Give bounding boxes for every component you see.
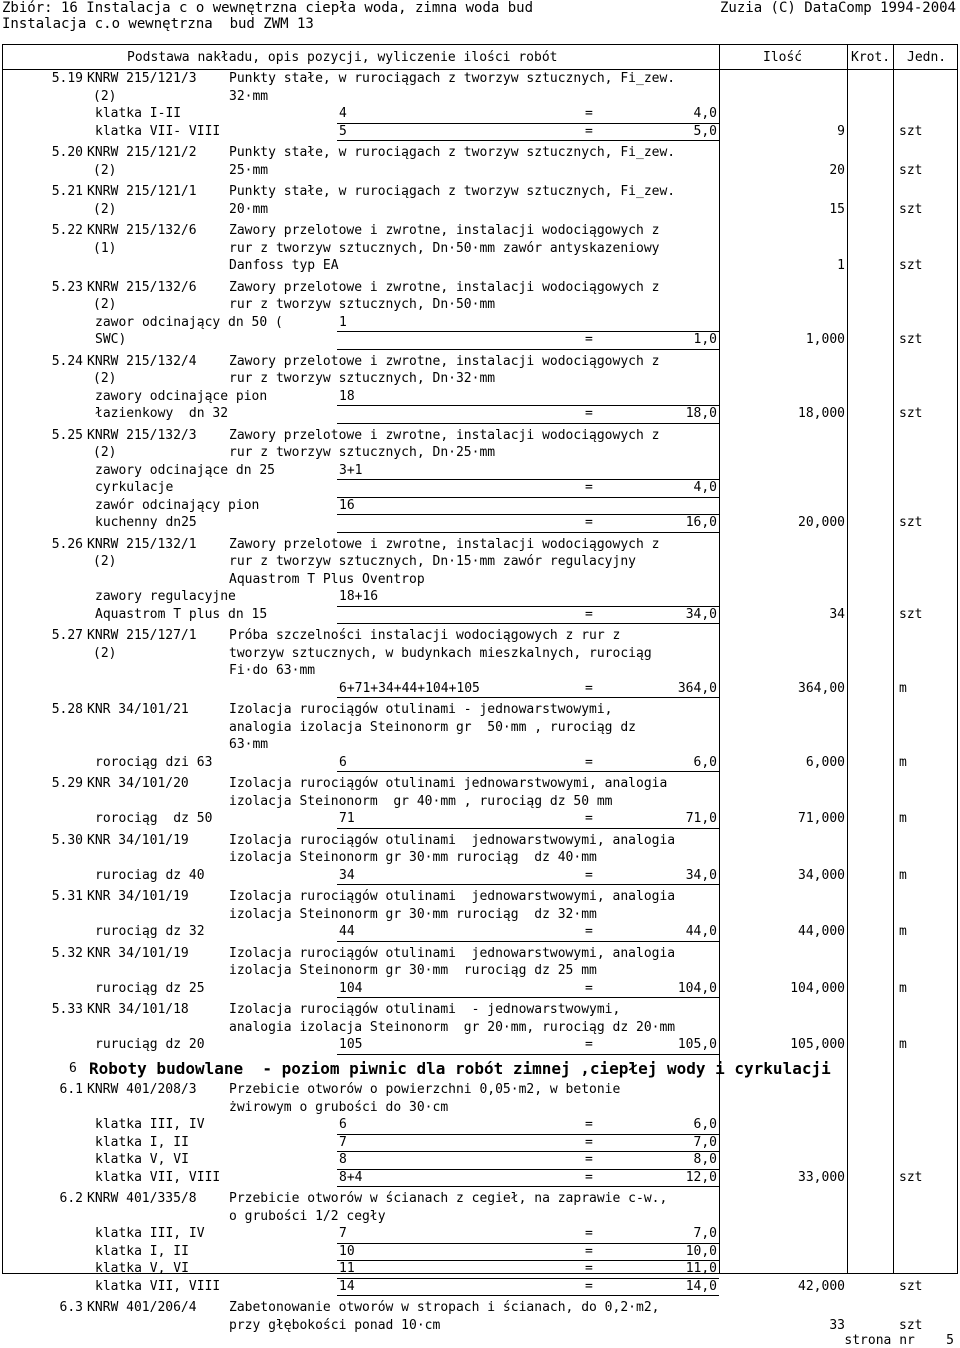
unit: szt [899,1278,923,1294]
calc-label: rurociąg dz 25 [95,980,205,996]
calc-label: SWC) [95,332,127,347]
position-code: KNRW 215/121/1 [87,184,197,199]
position-description: o grubości 1/2 cegły [229,1208,386,1224]
position-description: rur z tworzyw sztucznych, Dn·15·mm zawór regulacyjny [229,554,636,569]
calc-equals: = [585,1037,593,1052]
calc-underline [337,423,719,424]
quantity: 33 [829,1317,845,1333]
position-description: Zawory przelotowe i zwrotne, instalacji wodociągowych z [229,353,660,369]
position-code: KNRW 215/132/6 [87,279,197,295]
quantity: 9 [837,123,845,139]
position-code: KNR 34/101/20 [87,776,189,791]
calc-label: klatka VII- VIII [95,123,221,139]
position-description: rur z tworzyw sztucznych, Dn·32·mm [229,371,496,386]
calc-expression: 10 [339,1243,355,1259]
unit: szt [899,1317,923,1333]
position-sub: (2) [93,201,117,217]
calc-label: Aquastrom T plus dn 15 [95,606,268,622]
calc-equals: = [585,754,593,770]
calc-value: 8,0 [693,1152,717,1167]
calc-value: 16,0 [685,515,717,530]
position-number: 5.20 [51,145,83,160]
calc-label: klatka III, IV [95,1226,205,1241]
calc-expression: 71 [339,811,355,826]
calc-label: zawór odcinający pion [95,497,260,513]
calc-equals: = [585,332,593,347]
section-title: Roboty budowlane - poziom piwnic dla robót zimnej ,ciepłej wody i cyrkulacji [89,1058,831,1078]
quantity: 42,000 [798,1278,845,1294]
calc-underline [337,623,719,624]
calc-expression: 1 [339,314,347,330]
position-number: 5.28 [51,702,83,717]
calc-equals: = [585,1278,593,1294]
column-divider [847,45,848,1273]
calc-underline [337,1054,719,1055]
calc-label: klatka VII, VIII [95,1169,221,1185]
position-description: Zabetonowanie otworów w stropach i ścianach, do 0,2·m2, [229,1300,660,1315]
position-number: 5.33 [51,1002,83,1017]
position-sub: (2) [93,162,117,178]
calc-expression: 44 [339,924,355,939]
calc-label: rurociąg dz 32 [95,924,205,939]
unit: szt [899,123,923,139]
position-description: Izolacja rurociągów otulinami jednowarstwowymi, analogia [229,776,668,791]
calc-expression: 5 [339,123,347,139]
calc-expression: 8+4 [339,1169,363,1185]
calc-underline [337,349,719,350]
position-description: analogia izolacja Steinonorm gr 50·mm , rurociąg dz [229,719,636,735]
calc-expression: 14 [339,1278,355,1294]
calc-expression: 104 [339,980,363,996]
position-description: Punkty stałe, w rurociągach z tworzyw sztucznych, Fi_zew. [229,71,676,86]
calc-label: klatka V, VI [95,1152,189,1167]
calc-underline [337,1186,719,1187]
calc-label: klatka I, II [95,1134,189,1150]
calc-value: 6,0 [693,1117,717,1132]
position-description: izolacja Steinonorm gr 40·mm , rurociąg dz 50 mm [229,793,613,809]
position-code: KNRW 215/132/6 [87,223,197,238]
position-description: Danfoss typ EA [229,258,339,273]
quantity: 6,000 [805,754,845,770]
position-number: 5.24 [51,353,83,369]
calc-expression: 16 [339,497,355,513]
position-description: Punkty stałe, w rurociągach z tworzyw sztucznych, Fi_zew. [229,184,676,199]
position-number: 5.31 [51,889,83,904]
position-number: 5.22 [51,223,83,238]
position-number: 5.30 [51,832,83,848]
position-code: KNR 34/101/19 [87,832,189,848]
position-sub: (2) [93,645,117,661]
calc-value: 18,0 [685,406,717,421]
calc-equals: = [585,680,593,696]
calc-value: 7,0 [693,1226,717,1241]
calc-label: zawor odcinający dn 50 ( [95,314,283,330]
calc-expression: 7 [339,1134,347,1150]
calc-equals: = [585,867,593,883]
calc-label: zawory odcinające pion [95,388,268,404]
position-number: 6.3 [59,1300,83,1315]
calc-equals: = [585,924,593,939]
calc-underline [337,828,719,829]
position-description: rur z tworzyw sztucznych, Dn·50·mm [229,297,496,312]
calc-value: 71,0 [685,811,717,826]
calc-value: 4,0 [693,106,717,121]
position-number: 5.32 [51,945,83,961]
unit: szt [899,406,923,421]
header-collection: Zbiór: 16 Instalacja c o wewnętrzna ciepła woda, zimna woda bud [2,0,534,16]
position-number: 5.26 [51,536,83,552]
position-number: 5.23 [51,279,83,295]
calc-underline [337,997,719,998]
calc-value: 364,0 [677,680,717,696]
position-sub: (2) [93,445,117,460]
unit: m [899,811,907,826]
calc-underline [337,771,719,772]
calc-expression: 6 [339,754,347,770]
unit: szt [899,201,923,217]
position-description: przy głębokości ponad 10·cm [229,1317,441,1333]
calc-label: rorociąg dzi 63 [95,754,213,770]
calc-equals: = [585,980,593,996]
page-number: 5 [946,1333,954,1348]
unit: szt [899,332,923,347]
calc-expression: 7 [339,1226,347,1241]
position-description: Zawory przelotowe i zwrotne, instalacji wodociągowych z [229,427,660,443]
position-sub: (1) [93,240,117,256]
calc-equals: = [585,1243,593,1259]
calc-equals: = [585,811,593,826]
quantity: 1,000 [805,332,845,347]
position-code: KNRW 215/132/4 [87,353,197,369]
calc-equals: = [585,1152,593,1167]
quantity: 104,000 [790,980,845,996]
calc-value: 104,0 [677,980,717,996]
position-description: Zawory przelotowe i zwrotne, instalacji wodociągowych z [229,536,660,552]
position-sub: (2) [93,88,117,104]
quantity: 364,00 [798,680,845,696]
unit: m [899,1037,907,1052]
calc-expression: 18 [339,388,355,404]
calc-value: 7,0 [693,1134,717,1150]
position-number: 5.29 [51,776,83,791]
cost-table [2,44,958,1333]
calc-underline [337,140,719,141]
position-description: Zawory przelotowe i zwrotne, instalacji wodociągowych z [229,279,660,295]
calc-label: łazienkowy dn 32 [95,406,229,421]
calc-label: klatka VII, VIII [95,1278,221,1294]
quantity: 1 [837,258,845,273]
header-qty: Ilość [763,50,803,65]
calc-label: rurociag dz 40 [95,867,205,883]
unit: m [899,680,907,696]
calc-value: 10,0 [685,1243,717,1259]
unit: szt [899,258,923,273]
position-description: Izolacja rurociągów otulinami - jednowarstwowymi, [229,702,613,717]
calc-label: klatka I, II [95,1243,189,1259]
unit: m [899,924,907,939]
calc-value: 14,0 [685,1278,717,1294]
quantity: 15 [829,201,845,217]
calc-underline [337,884,719,885]
position-code: KNRW 215/132/3 [87,427,197,443]
position-description: Izolacja rurociągów otulinami - jednowarstwowymi, [229,1002,621,1017]
position-sub: (2) [93,371,117,386]
quantity: 18,000 [798,406,845,421]
unit: m [899,867,907,883]
position-code: KNRW 401/335/8 [87,1191,197,1206]
position-description: Zawory przelotowe i zwrotne, instalacji wodociągowych z [229,223,660,238]
position-code: KNRW 401/206/4 [87,1300,197,1315]
calc-equals: = [585,1226,593,1241]
calc-value: 4,0 [693,480,717,495]
position-description: 63·mm [229,737,269,752]
calc-expression: 8 [339,1152,347,1167]
header-document: Instalacja c.o wewnętrzna bud ZWM 13 [2,16,314,32]
calc-expression: 18+16 [339,589,379,604]
position-number: 6.1 [59,1082,83,1097]
position-description: izolacja Steinonorm gr 30·mm rurociąg dz 40·mm [229,850,597,865]
position-code: KNRW 215/127/1 [87,628,197,643]
calc-equals: = [585,480,593,495]
quantity: 71,000 [798,811,845,826]
calc-equals: = [585,606,593,622]
position-description: Izolacja rurociągów otulinami jednowarstwowymi, analogia [229,945,676,961]
unit: szt [899,515,923,530]
calc-underline [337,497,719,498]
position-description: analogia izolacja Steinonorm gr 20·mm, rurociąg dz 20·mm [229,1019,676,1035]
calc-label: klatka I-II [95,106,182,121]
calc-expression: 6 [339,1117,347,1132]
calc-label: klatka V, VI [95,1261,189,1276]
calc-equals: = [585,1134,593,1150]
position-code: KNR 34/101/19 [87,889,189,904]
calc-equals: = [585,406,593,421]
position-description: Punkty stałe, w rurociągach z tworzyw sztucznych, Fi_zew. [229,145,676,160]
header-divider [3,69,957,70]
position-number: 5.19 [51,71,83,86]
calc-expression: 105 [339,1037,363,1052]
unit: szt [899,606,923,622]
calc-equals: = [585,1169,593,1185]
position-description: 25·mm [229,162,269,178]
unit: m [899,754,907,770]
calc-label: cyrkulacje [95,480,174,495]
position-description: tworzyw sztucznych, w budynkach mieszkalnych, rurociąg [229,645,652,661]
column-divider [893,45,894,1273]
calc-equals: = [585,515,593,530]
calc-equals: = [585,106,593,121]
calc-label: zawory odcinające dn 25 [95,462,276,478]
position-number: 5.27 [51,628,83,643]
header-krot: Krot. [851,50,891,65]
quantity: 34,000 [798,867,845,883]
calc-expression: 4 [339,106,347,121]
quantity: 105,000 [790,1037,845,1052]
calc-expression: 3+1 [339,462,363,478]
calc-expression: 6+71+34+44+104+105 [339,680,480,696]
position-description: 20·mm [229,201,269,217]
position-description: izolacja Steinonorm gr 30·mm rurociąg dz 32·mm [229,906,597,922]
calc-equals: = [585,1117,593,1132]
calc-equals: = [585,1261,593,1276]
position-description: Izolacja rurociągów otulinami jednowarstwowymi, analogia [229,889,676,904]
header-unit: Jedn. [907,50,947,65]
calc-value: 44,0 [685,924,717,939]
position-number: 5.21 [51,184,83,199]
calc-equals: = [585,123,593,139]
position-description: żwirowym o grubości do 30·cm [229,1099,449,1115]
section-number: 6 [69,1060,77,1076]
position-code: KNRW 215/121/3 [87,71,197,86]
header-desc: Podstawa nakładu, opis pozycji, wyliczenie ilości robót [127,50,558,65]
calc-expression: 34 [339,867,355,883]
calc-underline [337,1295,719,1296]
calc-underline [337,941,719,942]
position-code: KNR 34/101/18 [87,1002,189,1017]
calc-value: 105,0 [677,1037,717,1052]
position-sub: (2) [93,297,117,312]
position-code: KNR 34/101/19 [87,945,189,961]
unit: m [899,980,907,996]
position-sub: (2) [93,554,117,569]
unit: szt [899,1169,923,1185]
position-number: 6.2 [59,1191,83,1206]
position-code: KNRW 215/132/1 [87,536,197,552]
calc-label: rorociąg dz 50 [95,811,213,826]
header-software: Zuzia (C) DataComp 1994-2004 [719,0,956,16]
quantity: 34 [829,606,845,622]
position-code: KNR 34/101/21 [87,702,189,717]
position-description: Fi·do 63·mm [229,663,316,678]
footer-label: strona nr [844,1333,915,1348]
quantity: 33,000 [798,1169,845,1185]
calc-value: 34,0 [685,606,717,622]
position-description: rur z tworzyw sztucznych, Dn·25·mm [229,445,496,460]
position-description: Aquastrom T Plus Oventrop [229,571,425,587]
calc-value: 5,0 [693,123,717,139]
unit: szt [899,162,923,178]
position-description: rur z tworzyw sztucznych, Dn·50·mm zawór antyskazeniowy [229,240,660,256]
calc-label: zawory regulacyjne [95,589,236,604]
quantity: 20,000 [798,515,845,530]
position-description: Przebicie otworów o powierzchni 0,05·m2, w betonie [229,1082,621,1097]
calc-underline [337,532,719,533]
calc-value: 34,0 [685,867,717,883]
calc-label: klatka III, IV [95,1117,205,1132]
calc-label: ruruciąg dz 20 [95,1037,205,1052]
calc-value: 6,0 [693,754,717,770]
position-number: 5.25 [51,427,83,443]
calc-expression: 11 [339,1261,355,1276]
calc-underline [337,697,719,698]
calc-value: 11,0 [685,1261,717,1276]
position-description: Przebicie otworów w ścianach z cegieł, na zaprawie c-w., [229,1191,668,1206]
position-description: Próba szczelności instalacji wodociągowych z rur z [229,628,621,643]
position-description: Izolacja rurociągów otulinami jednowarstwowymi, analogia [229,832,676,848]
calc-label: kuchenny dn25 [95,515,197,530]
position-description: izolacja Steinonorm gr 30·mm rurociąg dz 25 mm [229,963,597,978]
column-divider [719,45,720,1273]
page-footer [844,1333,954,1348]
position-code: KNRW 215/121/2 [87,145,197,160]
calc-value: 1,0 [693,332,717,347]
calc-value: 12,0 [685,1169,717,1185]
quantity: 44,000 [798,924,845,939]
position-code: KNRW 401/208/3 [87,1082,197,1097]
quantity: 20 [829,162,845,178]
position-description: 32·mm [229,88,269,104]
